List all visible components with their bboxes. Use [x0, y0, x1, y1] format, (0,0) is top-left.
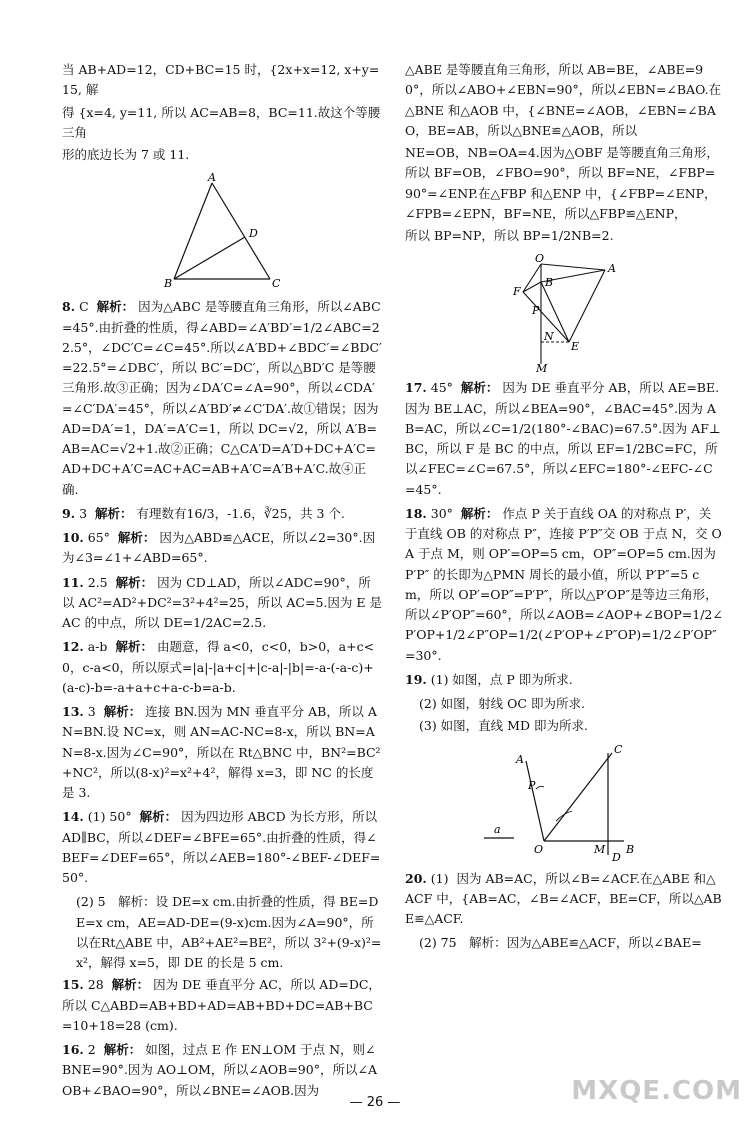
label-b: B [164, 277, 173, 291]
label-c: C [272, 277, 281, 291]
answer-item-12: 12. a-b 解析： 由题意，得 a<0，c<0，b>0，a+c<0，c-a<0，所以原式=|a|-|a+c|+|c-a|-|b|=-a-(-a-c)+(a-c)-b=-a+a+c+a-c-b=a-b. [62, 639, 375, 695]
label-b: B [626, 842, 635, 856]
answer-item-18: 18. 30° 解析： 作点 P 关于直线 OA 的对称点 P′，关于直线 OB 的对称点 P″，连接 P′P″交 OB 于点 N，交 OA 于点 M，则 OP′=OP=5 cm，OP″=OP=5 cm.因为 P′P″ 的长即为△PMN 周长的最小值，所以 P′P″=5 cm，所以 OP′=OP″=P′P″，所以△P′OP″是等边三角形，所以∠P′OP″=60°，所以∠AOB=∠AOP+∠BOP=1/2∠P′OP+1/2∠P″OP=1/2(∠P′OP+∠P″OP)=1/2∠P′OP″=30°. [405, 505, 723, 663]
answer-item-14-part2: (2) 5 解析：设 DE=x cm.由折叠的性质，得 BE=DE=x cm，AE=AD-DE=(9-x)cm.因为∠A=90°，所以在Rt△ABE 中，AB²+AE²=BE²，所以 3²+(9-x)²=x²，解得 x=5，即 DE 的长是 5 cm. [76, 894, 382, 970]
label-a: A [208, 171, 216, 185]
label-c: C [614, 742, 623, 756]
geometry-figure-16 [509, 252, 619, 372]
text-line: 当 AB+AD=12，CD+BC=15 时，{2x+x=12, x+y=15, 解 [62, 62, 380, 98]
answer-item-16: 16. 2 解析： 如图，过点 E 作 EN⊥OM 于点 N，则∠BNE=90°.因为 AO⊥OM，所以∠AOB=90°，所以∠AOB+∠BAO=90°，所以∠BNE=∠AOB.因为 [62, 1042, 377, 1098]
page-number: — 26 — [349, 1095, 401, 1110]
watermark-logo: MXQE.COM [571, 1076, 742, 1106]
label-p: P [528, 778, 536, 792]
answer-item-10: 10. 65° 解析： 因为△ABD≌△ACE，所以∠2=30°.因为∠3=∠1+∠ABD=65°. [62, 530, 376, 566]
label-m: M [594, 842, 606, 856]
answer-item-9: 9. 3 解析： 有理数有16/3，-1.6，∛25，共 3 个. [62, 505, 345, 521]
text-line: 形的底边长为 7 或 11. [62, 147, 190, 162]
left-column [62, 60, 382, 1105]
segment-label-a: a [494, 822, 501, 836]
right-column [405, 60, 723, 956]
label-m: M [536, 362, 548, 373]
text-line: △ABE 是等腰直角三角形，所以 AB=BE，∠ABE=90°，所以∠ABO+∠EBN=90°，所以∠EBN=∠BAO.在△BNE 和△AOB 中，{∠BNE=∠AOB，∠EBN=∠BAO，BE=AB，所以△BNE≌△AOB，所以 [405, 62, 722, 138]
answer-item-13: 13. 3 解析： 连接 BN.因为 MN 垂直平分 AB，所以 AN=BN.设 NC=x，则 AN=AC-NC=8-x，所以 BN=AN=8-x.因为∠C=90°，所以在 Rt△BNC 中，BN²=BC²+NC²，所以(8-x)²=x²+4²，解得 x=3，即 NC 的长度是 3. [62, 704, 381, 800]
label-a: A [608, 262, 616, 276]
triangle-abc-figure [152, 171, 292, 291]
label-d: D [249, 227, 258, 241]
answer-item-11: 11. 2.5 解析： 因为 CD⊥AD，所以∠ADC=90°，所以 AC²=AD²+DC²=3²+4²=25，所以 AC=5.因为 E 是 AC 的中点，所以 DE=1/2AC=2.5. [62, 574, 382, 630]
answer-item-15: 15. 28 解析： 因为 DE 垂直平分 AC，所以 AD=DC，所以 C△ABD=AB+BD+AD=AB+BD+DC=AB+BC=10+18=28 (cm). [62, 977, 381, 1033]
label-p: P [532, 304, 540, 318]
label-o: O [534, 842, 544, 856]
label-a: A [516, 752, 524, 766]
answer-item-19-part3: (3) 如图，直线 MD 即为所求. [419, 718, 588, 734]
answer-item-17: 17. 45° 解析： 因为 DE 垂直平分 AB，所以 AE=BE.因为 BE⊥AC，所以∠BEA=90°，∠BAC=45°.因为 AB=AC，所以∠C=1/2(180°-∠BAC)=67.5°.因为 AF⊥BC，所以 F 是 BC 的中点，所以 EF=1/2BC=FC，所以∠FEC=∠C=67.5°，所以∠EFC=180°-∠EFC-∠C=45°. [405, 380, 721, 497]
answer-item-20-part2: (2) 75 解析：因为△ABE≌△ACF，所以∠BAE= [419, 935, 702, 951]
label-e: E [571, 340, 580, 354]
construction-figure-19 [474, 743, 654, 863]
answer-item-20: 20. (1) 因为 AB=AC，所以∠B=∠ACF.在△ABE 和△ACF 中，{AB=AC，∠B=∠ACF，BE=CF，所以△ABE≌△ACF. [405, 870, 722, 926]
answer-item-8: 8. C 解析： 因为△ABC 是等腰直角三角形，所以∠ABC=45°.由折叠的性质，得∠ABD=∠A′BD′=1/2∠ABC=22.5°，∠DC′C=∠C=45°.所以∠A′BD+∠BDC′=∠BDC′=22.5°=∠DBC′，所以 BC′=DC′，所以△BD′C 是等腰三角形.故③正确；因为∠DA′C=∠A=90°，所以∠CDA′=∠C′DA′=45°，所以∠A′BD′≠∠C′DA′.故①错误；因为 AD=DA′=1，DA′=A′C=1，所以 DC=√2，所以 A′B=AB=AC=√2+1.故②正确；C△CA′D=A′D+DC+A′C=AD+DC+A′C=AC+AC=AB+A′C=A′B+A′C.故④正确. [62, 299, 382, 497]
label-d: D [612, 850, 621, 863]
answer-item-19-part2: (2) 如图，射线 OC 即为所求. [419, 696, 585, 711]
answer-item-14: 14. (1) 50° 解析： 因为四边形 ABCD 为长方形，所以 AD∥BC，所以∠DEF=∠BFE=65°.由折叠的性质，得∠BEF=∠DEF=65°，所以∠AEB=180°-∠BEF-∠DEF=50°. [62, 809, 381, 885]
text-line: 所以 BP=NP，所以 BP=1/2NB=2. [405, 228, 614, 243]
label-n: N [544, 330, 554, 344]
answer-item-19: 19. (1) 如图，点 P 即为所求. [405, 671, 573, 687]
label-f: F [513, 285, 521, 299]
label-b: B [545, 276, 554, 290]
text-line: 得 {x=4, y=11, 所以 AC=AB=8，BC=11.故这个等腰三角 [62, 104, 381, 140]
text-line: NE=OB，NB=OA=4.因为△OBF 是等腰直角三角形，所以 BF=OB，∠FBO=90°，所以 BF=NE，∠FBP=90°=∠ENP.在△FBP 和△ENP 中，{∠FBP=∠ENP，∠FPB=∠EPN，BF=NE，所以△FBP≌△ENP， [405, 145, 719, 221]
label-o: O [535, 252, 545, 266]
